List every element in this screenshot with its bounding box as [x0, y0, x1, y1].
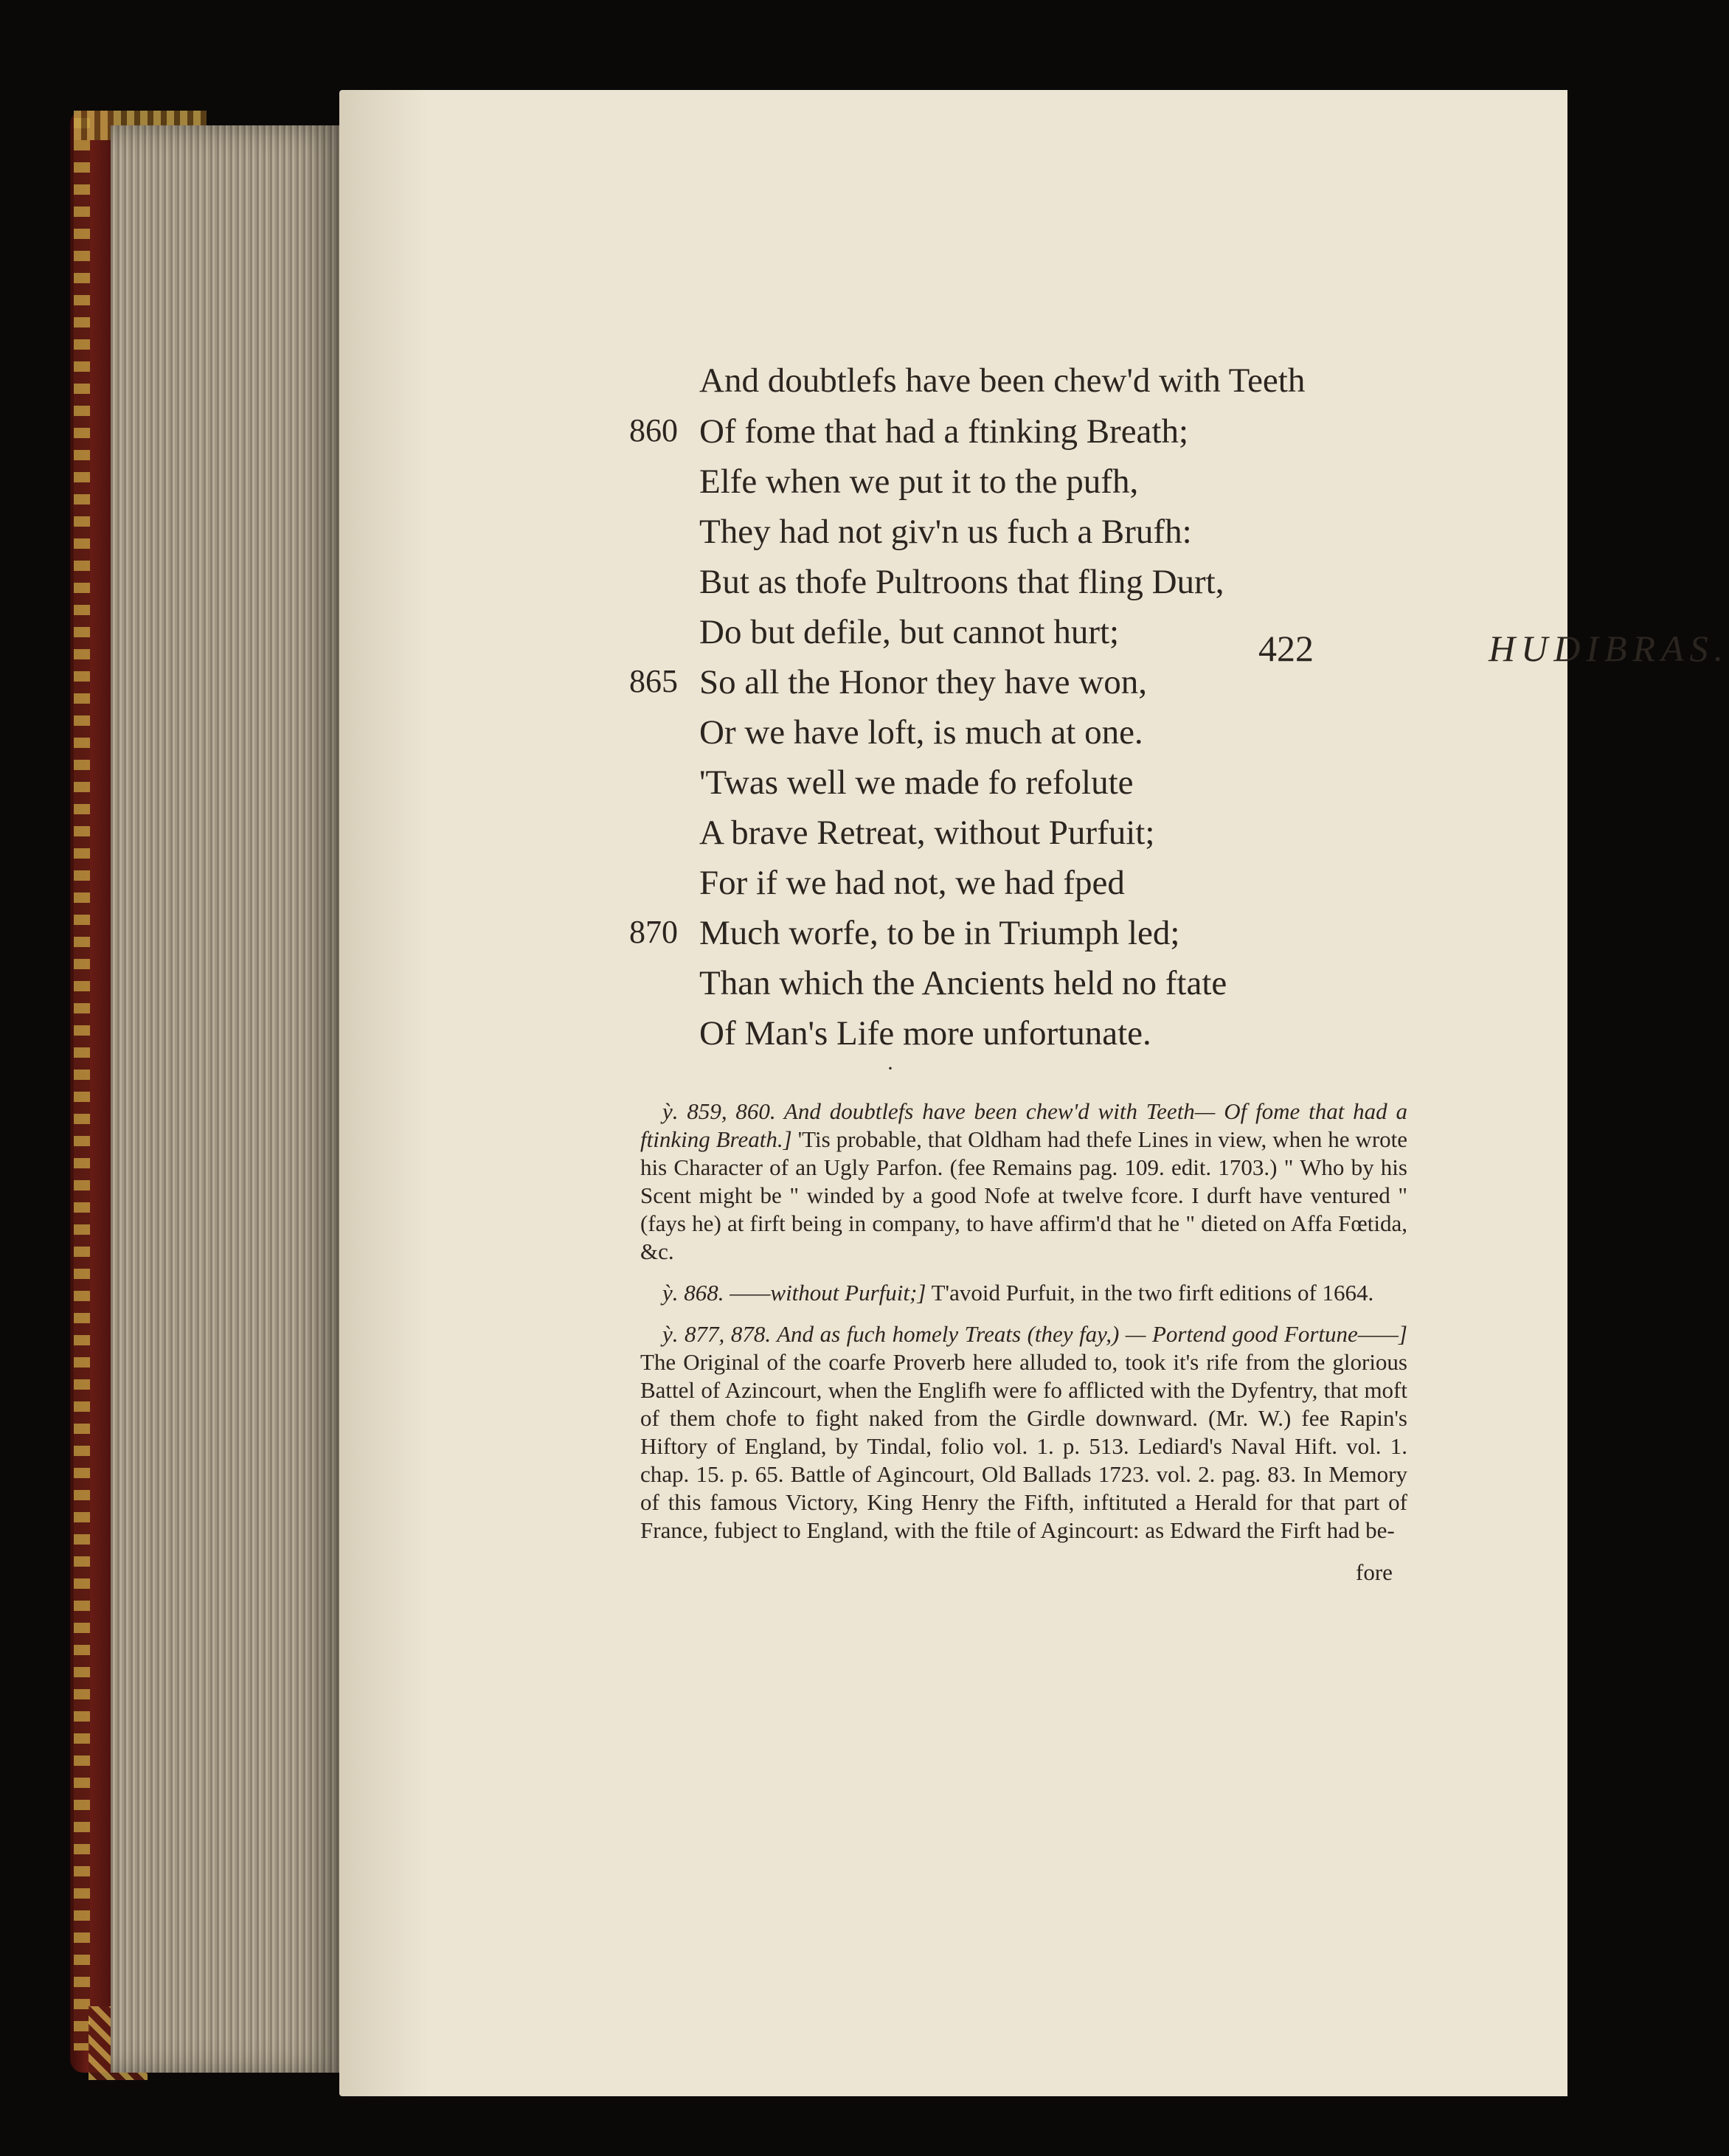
- verse-line: Elfe when we put it to the pufh,: [699, 462, 1139, 501]
- verse-line: But as thofe Pultroons that fling Durt,: [699, 563, 1224, 601]
- footnote: [640, 1320, 1407, 1545]
- footnote-reference: ỳ. 877, 878. And as fuch homely Treats (they fay,) — Portend good Fortune——]: [662, 1321, 1407, 1347]
- running-title: HUDIBRAS.: [1489, 628, 1729, 669]
- page-number: 422: [1258, 628, 1314, 669]
- verse-line-number: 870: [629, 914, 678, 950]
- verse-line: Or we have loft, is much at one.: [699, 713, 1143, 752]
- verse-line-number: 865: [629, 663, 678, 699]
- footnotes: [640, 1098, 1407, 1558]
- footnote: [640, 1098, 1407, 1266]
- verse-line-number: 860: [629, 412, 678, 448]
- footnote-reference: ỳ. 868. ——without Purfuit;]: [662, 1280, 926, 1306]
- verse-line: Of fome that had a ftinking Breath;: [699, 412, 1189, 451]
- verse-line: Of Man's Life more unfortunate.: [699, 1014, 1151, 1053]
- footnote-text: 'Tis probable, that Oldham had thefe Lines in view, when he wrote his Character of an Ugly Parfon. (fee Remains pag. 109. edit. 1703.) " Who by his Scent might be " winded by a good Nofe at twelve fcore. I durft have ventured " (fays he) at firft being in company, to have affirm'd that he " dieted on Affa Fœtida, &c.: [640, 1126, 1408, 1264]
- verse-line: And doubtlefs have been chew'd with Teeth: [699, 361, 1306, 400]
- verse-line: So all the Honor they have won,: [699, 663, 1147, 701]
- verse-line: Do but defile, but cannot hurt;: [699, 613, 1120, 651]
- footnote: [640, 1279, 1407, 1307]
- verse-line: Than which the Ancients held no ftate: [699, 964, 1227, 1002]
- verse-line: 'Twas well we made fo refolute: [699, 763, 1134, 802]
- verse-line: Much worfe, to be in Triumph led;: [699, 914, 1180, 952]
- verse-line: They had not giv'n us fuch a Brufh:: [699, 513, 1192, 551]
- footnote-text: The Original of the coarfe Proverb here alluded to, took it's rife from the glorious Battel of Azincourt, when the Englifh were fo afflicted with the Dyfentry, that moft of them chofe to fight naked from the Girdle downward. (Mr. W.) fee Rapin's Hiftory of England, by Tindal, folio vol. 1. p. 513. Lediard's Naval Hift. vol. 1. chap. 15. p. 65. Battle of Agincourt, Old Ballads 1723. vol. 2. pag. 83. In Memory of this famous Victory, King Henry the Fifth, inftituted a Herald for that part of France, fubject to England, with the ftile of Agincourt: as Edward the Firft had be-: [640, 1349, 1407, 1543]
- catchword: fore: [1356, 1559, 1393, 1585]
- verse-line: A brave Retreat, without Purfuit;: [699, 814, 1155, 852]
- verse-line: For if we had not, we had fped: [699, 864, 1125, 902]
- section-mark: ·: [887, 1056, 894, 1081]
- footnote-text: T'avoid Purfuit, in the two firft editions of 1664.: [931, 1280, 1374, 1306]
- footnote-reference: ỳ. 859, 860. And doubtlefs have been chew'd with Teeth— Of fome that had a ftinking Breath.]: [640, 1098, 1407, 1152]
